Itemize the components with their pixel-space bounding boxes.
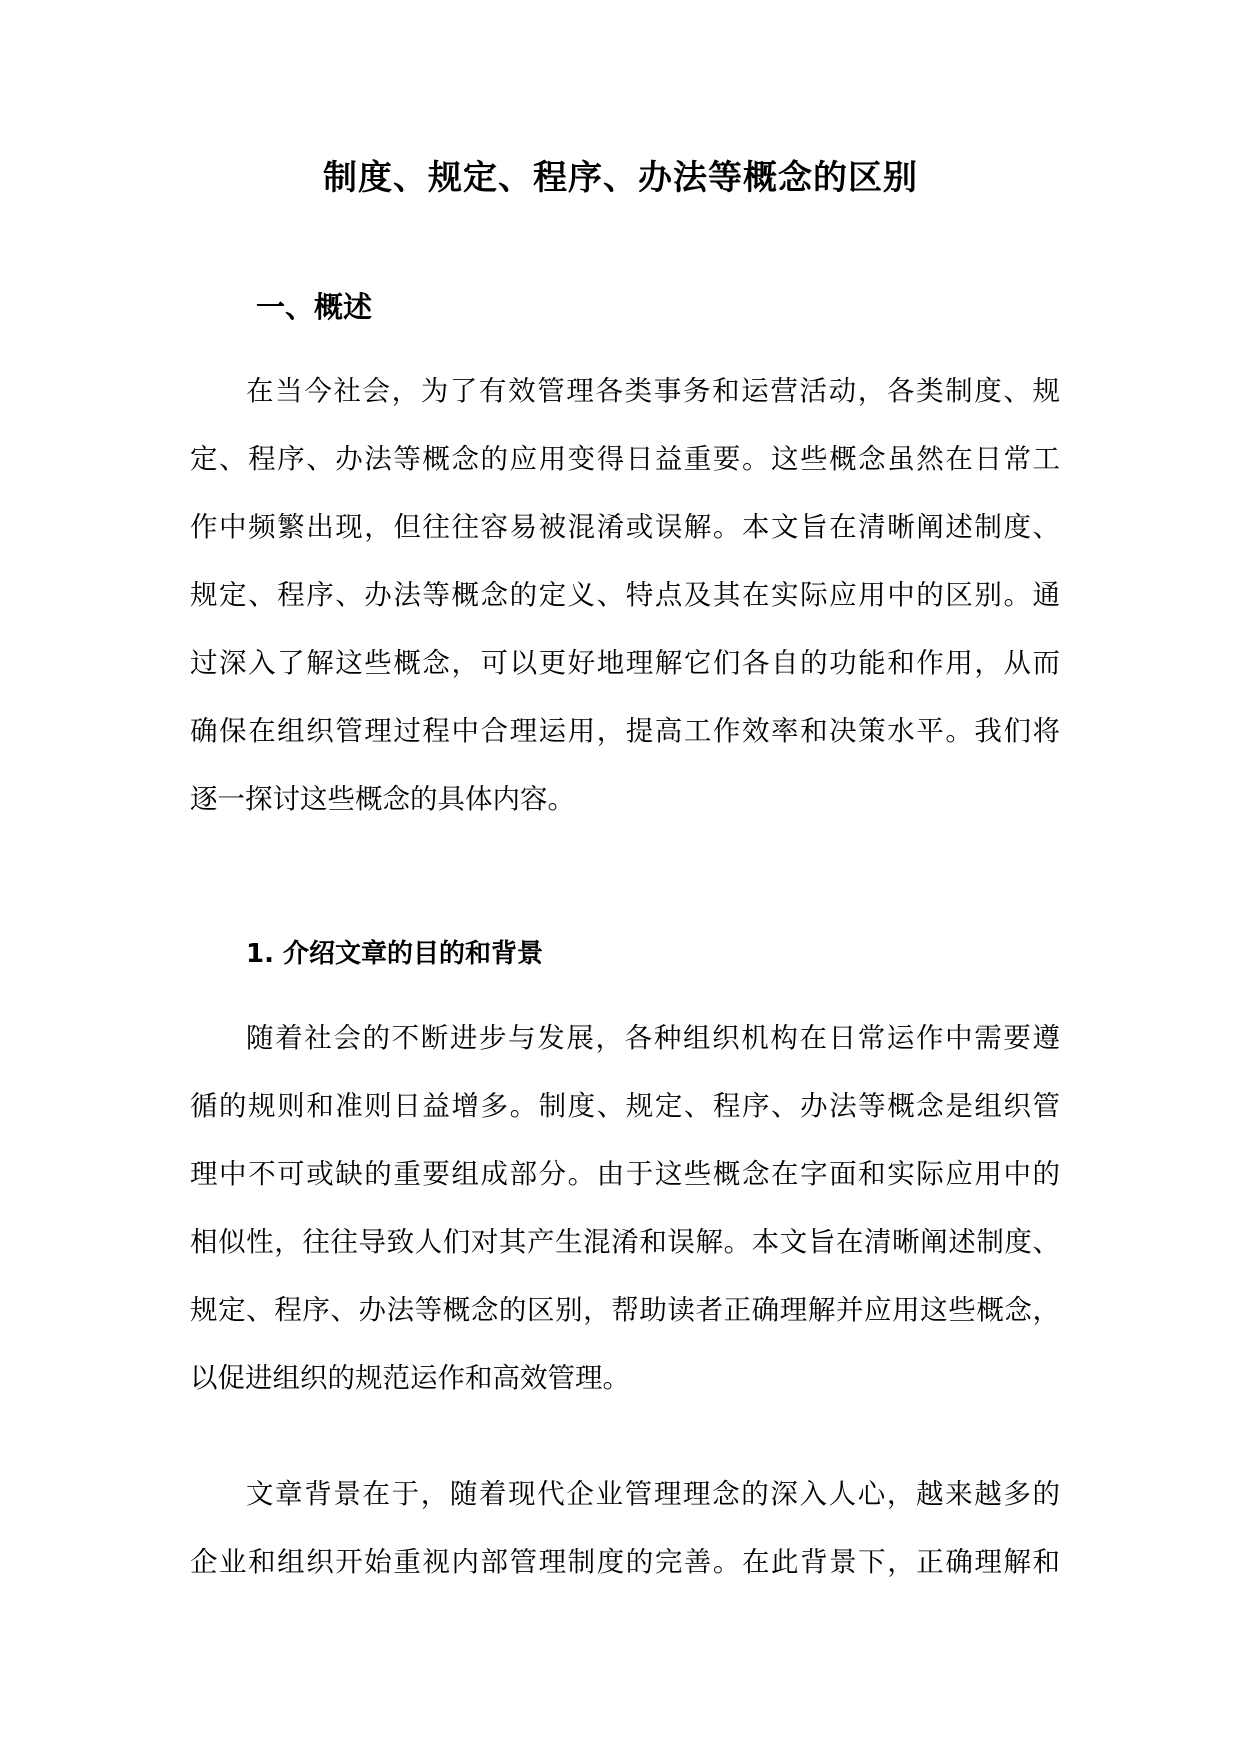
paragraph-line: 相似性，往往导致人们对其产生混淆和误解。本文旨在清晰阐述制度、 [190,1226,1060,1258]
document-title: 制度、规定、程序、办法等概念的区别 [323,158,918,198]
paragraph-line: 随着社会的不断进步与发展，各种组织机构在日常运作中需要遵 [246,1022,1060,1054]
paragraph-line: 以促进组织的规范运作和高效管理。 [190,1362,630,1394]
paragraph-line: 规定、程序、办法等概念的区别，帮助读者正确理解并应用这些概念， [190,1294,1060,1326]
paragraph-line: 定、程序、办法等概念的应用变得日益重要。这些概念虽然在日常工 [190,443,1060,475]
paragraph-line: 作中频繁出现，但往往容易被混淆或误解。本文旨在清晰阐述制度、 [190,511,1060,543]
section-heading-overview: 一、概述 [256,290,373,324]
paragraph-line: 文章背景在于，随着现代企业管理理念的深入人心，越来越多的 [246,1478,1060,1510]
paragraph-line: 理中不可或缺的重要组成部分。由于这些概念在字面和实际应用中的 [190,1158,1060,1190]
subsection-heading-purpose: 1. 介绍文章的目的和背景 [246,939,544,969]
paragraph-line: 规定、程序、办法等概念的定义、特点及其在实际应用中的区别。通 [190,579,1060,611]
paragraph-line: 过深入了解这些概念，可以更好地理解它们各自的功能和作用，从而 [190,647,1060,679]
paragraph-line: 企业和组织开始重视内部管理制度的完善。在此背景下，正确理解和 [190,1546,1060,1578]
paragraph-line: 确保在组织管理过程中合理运用，提高工作效率和决策水平。我们将 [190,715,1060,747]
background-paragraph [190,1460,1060,1596]
overview-paragraph [190,357,1060,833]
paragraph-line: 在当今社会，为了有效管理各类事务和运营活动，各类制度、规 [246,375,1060,407]
paragraph-line: 逐一探讨这些概念的具体内容。 [190,783,575,815]
paragraph-line: 循的规则和准则日益增多。制度、规定、程序、办法等概念是组织管 [190,1090,1060,1122]
purpose-paragraph [190,1004,1060,1412]
